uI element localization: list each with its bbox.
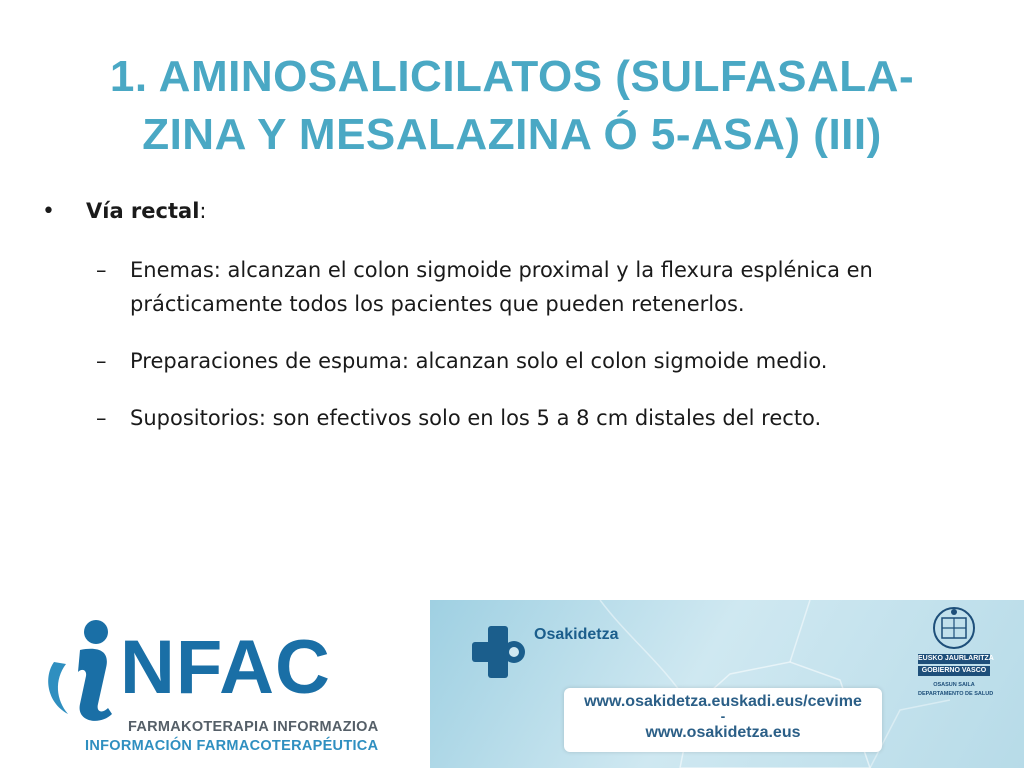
infac-logo (40, 606, 390, 756)
basque-government-seal-icon (918, 606, 990, 650)
sub-bullet-list (42, 253, 982, 435)
dash-icon: – (96, 349, 107, 373)
department-name-eu: OSASUN SAILA (933, 682, 975, 688)
sub-bullet-text-supositorios: Supositorios: son efectivos solo en los 5 a 8 cm distales del recto. (130, 406, 822, 430)
slide-body (42, 196, 982, 458)
government-name-es: GOBIERNO VASCO (918, 666, 990, 676)
infac-wordmark: NFAC (120, 625, 331, 710)
sub-bullet-item (96, 344, 982, 378)
sub-bullet-text-espuma: Preparaciones de espuma: alcanzan solo el colon sigmoide medio. (130, 349, 828, 373)
slide-title-line-2: ZINA Y MESALAZINA Ó 5-ASA) (III) (142, 110, 882, 159)
department-name-es: DEPARTAMENTO DE SALUD (918, 691, 994, 697)
sub-bullet-item (96, 401, 982, 435)
bullet-dot-icon: • (42, 199, 55, 224)
url-osakidetza-link[interactable]: www.osakidetza.eus (645, 724, 801, 741)
osakidetza-name: Osakidetza (534, 626, 619, 643)
infac-subtitle-es: INFORMACIÓN FARMACOTERAPÉUTICA (85, 738, 379, 754)
url-box (564, 688, 882, 752)
sub-bullet-text-enemas: Enemas: alcanzan el colon sigmoide proximal y la flexura esplénica en prácticamente todos los pacientes que pueden retenerlos. (130, 258, 873, 316)
government-name-eu: EUSKO JAURLARITZA (918, 655, 994, 662)
url-separator: - (720, 708, 726, 724)
bullet-text (86, 196, 206, 226)
infac-subtitle-eu: FARMAKOTERAPIA INFORMAZIOA (128, 719, 379, 735)
osakidetza-banner (430, 600, 1024, 768)
url-cevime-link[interactable]: www.osakidetza.euskadi.eus/cevime (584, 693, 862, 710)
slide-title (40, 48, 984, 164)
bullet-heading-suffix: : (199, 199, 207, 223)
infac-i-icon (40, 616, 126, 721)
basque-government-logo (918, 606, 994, 716)
bullet-heading: Vía rectal (86, 199, 200, 223)
dash-icon: – (96, 406, 107, 430)
sub-bullet-item (96, 253, 982, 321)
bullet-via-rectal (42, 196, 982, 227)
dash-icon: – (96, 258, 107, 282)
slide-title-line-1: 1. AMINOSALICILATOS (SULFASALA- (109, 52, 915, 101)
osakidetza-cross-icon (470, 622, 530, 682)
